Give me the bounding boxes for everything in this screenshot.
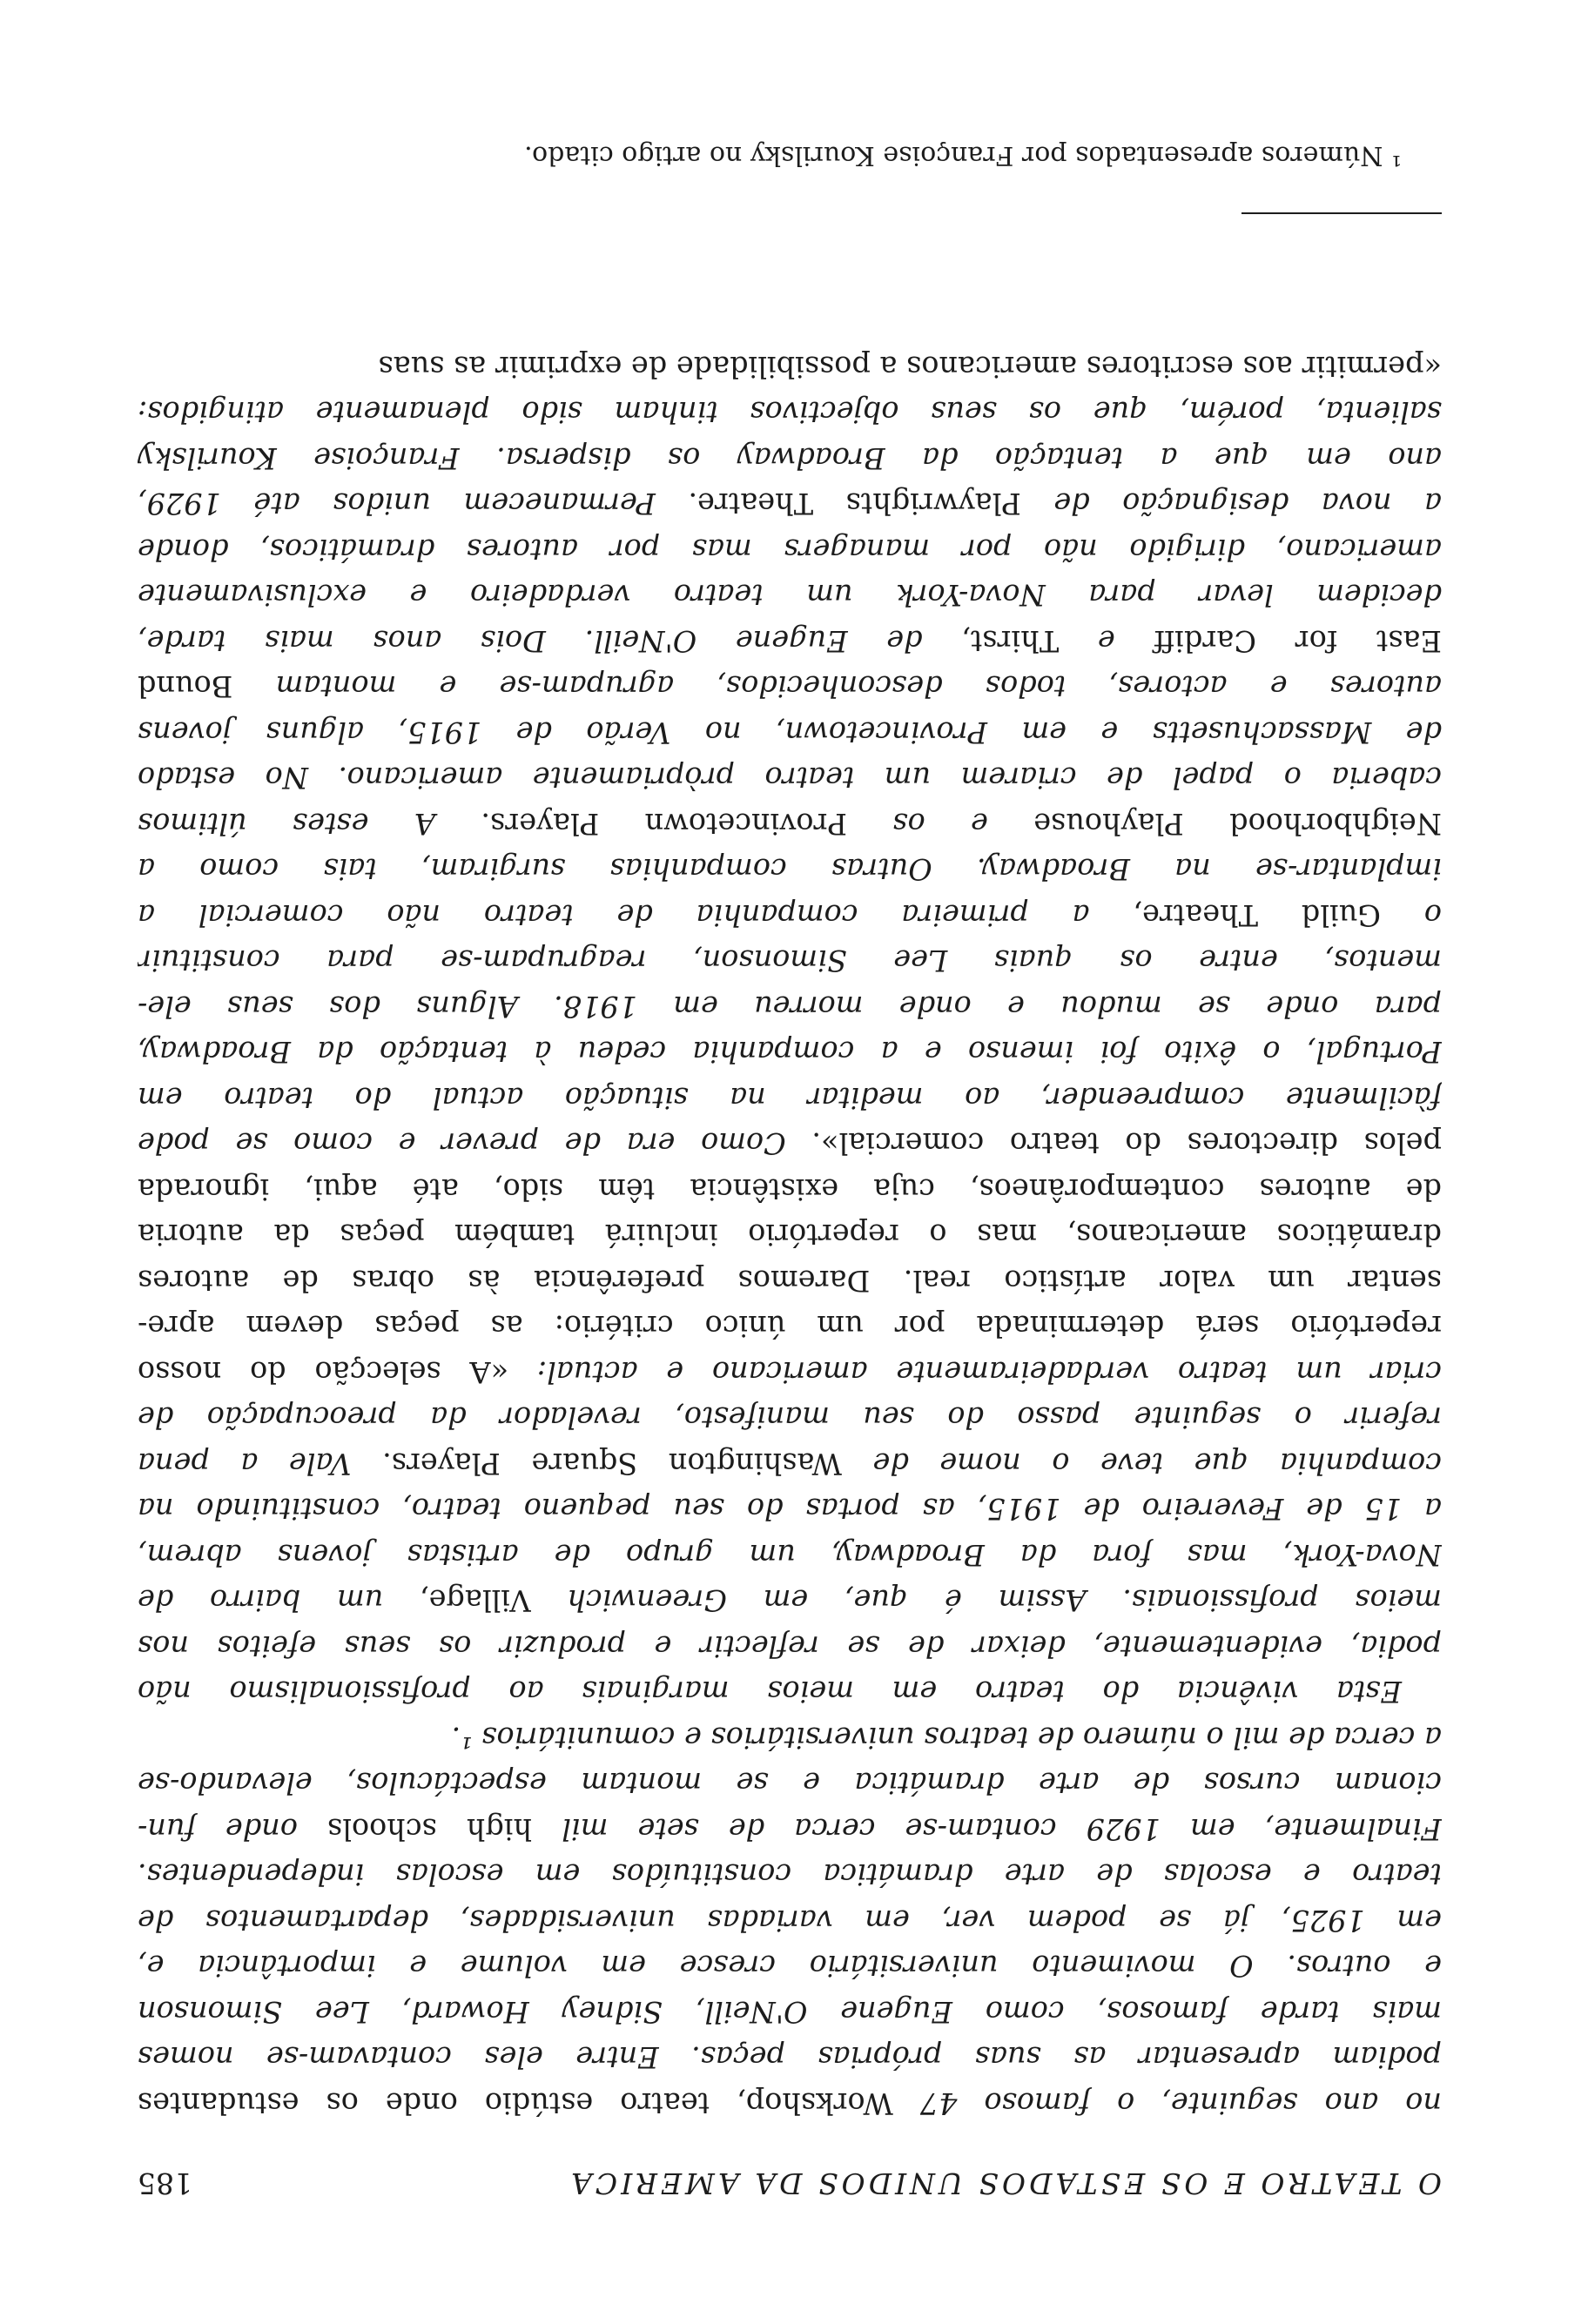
text-line — [138, 1258, 1442, 1304]
text-run: Washington Square Players. — [351, 1447, 843, 1481]
text-line — [138, 663, 1442, 709]
text-line — [138, 846, 1442, 892]
text-run: Playwrights Theatre. — [655, 487, 1021, 521]
text-line — [138, 1760, 1442, 1806]
text-line — [138, 1851, 1442, 1897]
text-run: Village, — [383, 1583, 531, 1618]
text-run: a nova designação de — [1020, 487, 1442, 521]
text-run: onde fun- — [138, 1812, 298, 1846]
text-run: Finalmente, em 1929 contam-se cerca de sete mil — [532, 1812, 1442, 1846]
footnote — [138, 136, 1442, 174]
text-run: de Eugene O'Neill. Dois anos mais tarde, — [138, 624, 923, 658]
text-run: implantar-se na Broadway. Outras companhias surgiram, tais como a — [138, 852, 1442, 887]
text-line — [138, 1669, 1442, 1715]
text-run: teatro e escolas de arte dramática constituídos em escolas independentes. — [138, 1857, 1442, 1892]
text-run: e os — [847, 807, 988, 841]
text-run: Thirst, — [922, 624, 1060, 658]
text-line — [138, 389, 1442, 435]
text-line — [138, 801, 1442, 847]
text-run: sentar um valor artístico real. Daremos preferência às obras de autores — [138, 1264, 1442, 1298]
text-line — [138, 1989, 1442, 2035]
text-run: companhia que teve o nome de — [842, 1447, 1442, 1481]
text-run: caberia o papel de criarem um teatro pròpriamente americano. No estado — [138, 761, 1442, 796]
text-line — [138, 1166, 1442, 1212]
text-line — [138, 2034, 1442, 2080]
text-run: a 15 de Fevereiro de 1915, as portas do seu pequeno teatro, constituindo na — [138, 1492, 1442, 1527]
text-run: dramáticos americanos, mas o repertório incluirá também peças da autoria — [138, 1218, 1442, 1253]
text-run: autores e actores, todos desconhecidos, agrupam-se e montam — [232, 669, 1442, 704]
text-line — [138, 1577, 1442, 1623]
text-run: de autores contemporâneos, cuja existência têm sido, até aqui, ignorada — [138, 1172, 1442, 1206]
text-run: mais tarde famosos, como Eugene O'Neill, Sidney Howard, Lee Simonson — [138, 1995, 1442, 2029]
text-run: o — [1381, 898, 1442, 932]
text-line — [138, 1806, 1442, 1852]
text-run: e outros. O movimento universitário cresce em volume e importância e, — [138, 1949, 1442, 1984]
text-run: Nova-York, mas fora da Broadway, um grupo de artistas jovens abrem, — [138, 1538, 1442, 1572]
text-line — [138, 344, 1442, 390]
page-number: 185 — [138, 2166, 192, 2200]
text-run: a cerca de mil o número de teatros universitários e comunitários ¹. — [451, 1721, 1442, 1755]
text-line — [138, 709, 1442, 756]
running-title: O TEATRO E OS ESTADOS UNIDOS DA AMERICA — [568, 2166, 1442, 2200]
text-line — [138, 1486, 1442, 1532]
text-line — [138, 1715, 1442, 1761]
text-run: high schools — [297, 1812, 533, 1846]
text-run: no ano seguinte, o famoso 47 — [892, 2086, 1442, 2120]
text-line — [138, 527, 1442, 573]
text-run: «permitir aos escritores americanos a possibilidade de exprimir as suas — [378, 350, 1442, 384]
text-line — [138, 1349, 1442, 1395]
text-run: fàcilmente compreender, ao meditar na situação actual do teatro em — [138, 1081, 1442, 1115]
footnote-text: ¹ Números apresentados por Françoise Kourilsky no artigo citado. — [524, 140, 1402, 171]
text-line — [138, 1441, 1442, 1487]
text-run: Vale a pena — [138, 1447, 352, 1481]
text-run: A estes últimos — [138, 807, 436, 841]
text-line — [138, 2080, 1442, 2126]
text-run: para onde se mudou e onde morreu em 1918. Alguns dos seus ele- — [138, 990, 1442, 1024]
text-line — [138, 1394, 1442, 1441]
text-run: Portugal, o êxito foi imenso e a companhia cedeu à tentação da Broadway, — [138, 1035, 1442, 1070]
text-run: podia, evidentemente, deixar de se reflectir e produzir os seus efeitos nos — [138, 1629, 1442, 1663]
footnote-divider — [1241, 212, 1442, 214]
text-run: East for Cardiff — [1114, 624, 1442, 658]
text-run: Provincetown Players. — [435, 807, 847, 841]
text-line — [138, 572, 1442, 618]
text-run: criar um teatro verdadeiramente americano e actual: — [508, 1355, 1442, 1389]
body-text — [138, 193, 1442, 2126]
text-line — [138, 937, 1442, 984]
text-run: ano em que a tentação da Broadway os dispersa. Françoise Kourilsky — [138, 441, 1442, 475]
text-run: pelos directores do teatro comercial». — [785, 1126, 1442, 1161]
text-line — [138, 1303, 1442, 1349]
text-run: em 1925, já se podem ver, em variadas universidades, departamentos de — [138, 1904, 1442, 1938]
text-line — [138, 1120, 1442, 1166]
text-run: Esta vivência do teatro em meios marginais ao profissionalismo não — [138, 1675, 1402, 1709]
text-line — [138, 892, 1442, 938]
text-run: Como era de prever e como se pode — [138, 1126, 786, 1161]
text-line — [138, 1075, 1442, 1121]
text-run: cionam cursos de arte dramática e se montam espectáculos, elevando-se — [138, 1766, 1442, 1801]
text-run: Workshop, teatro estúdio onde os estudantes — [138, 2086, 893, 2120]
text-run: «A selecção do nosso — [138, 1355, 509, 1389]
text-run: Permanecem unidos até 1929, — [138, 487, 656, 521]
text-run: e — [1059, 624, 1115, 658]
text-run: salienta, porém, que os seus objectivos tinham sido plenamente atingidos: — [138, 395, 1442, 430]
text-run: Neighborhood Playhouse — [987, 807, 1442, 841]
text-run: Bound — [138, 669, 233, 704]
text-run: americano, dirigido não por managers mas por autores dramáticos, donde — [138, 533, 1442, 567]
text-line — [138, 1029, 1442, 1075]
text-line — [138, 1212, 1442, 1258]
text-run: podiam apresentar as suas próprias peças. Entre eles contavam-se nomes — [138, 2040, 1442, 2075]
text-line — [138, 1532, 1442, 1578]
text-run: meios profissionais. Assim é que, em Greenwich — [530, 1583, 1442, 1618]
text-run: repertório será determinada por um único critério: as peças devem apre- — [138, 1309, 1442, 1344]
text-run: um bairro de — [138, 1583, 384, 1618]
running-head — [138, 2148, 1442, 2200]
text-line — [138, 755, 1442, 801]
text-run: mentos, entre os quais Lee Simonson, reagrupam-se para constituir — [138, 944, 1442, 978]
text-run: de Massachusetts e em Provincetown, no Verão de 1915, alguns jovens — [138, 715, 1442, 749]
text-line — [138, 618, 1442, 664]
text-line — [138, 435, 1442, 481]
text-line — [138, 1897, 1442, 1944]
text-line — [138, 480, 1442, 527]
text-run: a primeira companhia de teatro não comercial a — [138, 898, 1090, 932]
text-run: referir o seguinte passo do seu manifesto, revelador da preocupação de — [138, 1400, 1442, 1435]
text-line — [138, 1623, 1442, 1669]
text-run: decidem levar para Nova-York um teatro verdadeiro e exclusivamente — [138, 578, 1442, 613]
text-line — [138, 984, 1442, 1030]
text-line — [138, 1943, 1442, 1989]
text-run: Guild Theatre, — [1089, 898, 1382, 932]
